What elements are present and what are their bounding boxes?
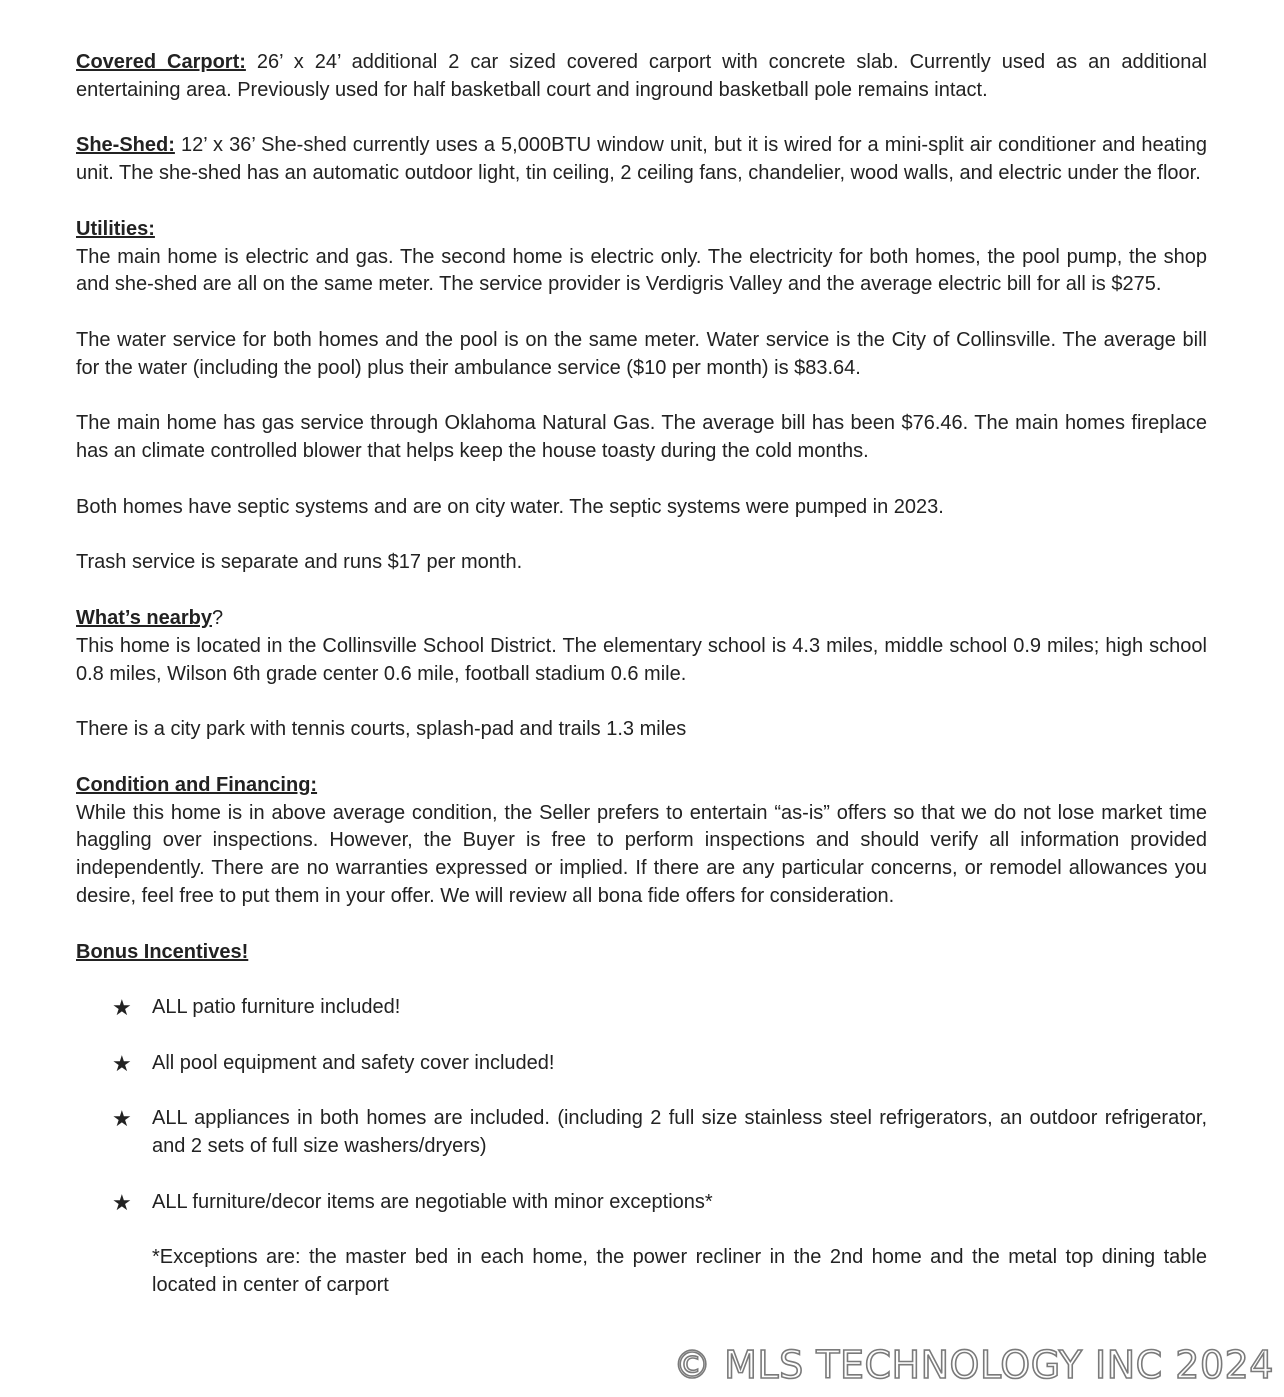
condition-heading: Condition and Financing: (76, 773, 318, 796)
nearby-heading-suffix: ? (211, 606, 224, 629)
utilities-section (76, 216, 1207, 577)
star-icon: ★ (112, 995, 132, 1021)
utilities-trash-paragraph: Trash service is separate and runs $17 per month. (76, 551, 523, 574)
bonus-item-text: ALL patio furniture included! (152, 996, 401, 1019)
bonus-item-text: ALL furniture/decor items are negotiable with minor exceptions* (152, 1190, 713, 1213)
star-icon: ★ (112, 1106, 132, 1132)
bonus-item-text: ALL appliances in both homes are included. (including 2 full size stainless steel refrigerators, an outdoor refrigerator, and 2 sets of full size washers/dryers) (152, 1107, 1207, 1158)
bonus-list (76, 994, 1207, 1216)
star-icon: ★ (112, 1189, 132, 1215)
bonus-section (76, 939, 1207, 1300)
nearby-section (76, 605, 1207, 744)
bonus-item (76, 1105, 1207, 1161)
bonus-item (76, 1050, 1207, 1078)
utilities-gas-paragraph: The main home has gas service through Oklahoma Natural Gas. The average bill has been $76.46. The main homes fireplace has an climate controlled blower that helps keep the house toasty during the cold months. (76, 412, 1207, 463)
bonus-item (76, 1189, 1207, 1217)
copyright-watermark: © MLS TECHNOLOGY INC 2024 (673, 1343, 1274, 1387)
nearby-park-paragraph: There is a city park with tennis courts, splash-pad and trails 1.3 miles (76, 718, 687, 741)
nearby-heading: What’s nearby (76, 606, 212, 629)
carport-paragraph (76, 49, 1207, 105)
carport-heading: Covered Carport: (76, 51, 246, 73)
sheshed-text: 12’ x 36’ She-shed currently uses a 5,000BTU window unit, but it is wired for a mini-split air conditioner and heating unit. The she-shed has an automatic outdoor light, tin ceiling, 2 ceiling fans, chandelier, wood walls, and electric under the floor. (76, 134, 1207, 185)
carport-text: 26’ x 24’ additional 2 car sized covered carport with concrete slab. Currently used as an additional entertaining area. Previously used for half basketball court and inground basketball pole remains intact. (76, 51, 1207, 101)
star-icon: ★ (112, 1050, 132, 1076)
bonus-item-text: All pool equipment and safety cover included! (152, 1051, 555, 1074)
utilities-electric-paragraph: The main home is electric and gas. The second home is electric only. The electricity for both homes, the pool pump, the shop and she-shed are all on the same meter. The service provider is Verdigris Valley and the average electric bill for all is $275. (76, 245, 1207, 296)
nearby-heading-line (76, 605, 1207, 633)
sheshed-heading: She-Shed: (76, 134, 175, 157)
utilities-septic-paragraph: Both homes have septic systems and are on city water. The septic systems were pumped in 2023. (76, 495, 944, 518)
exceptions-note: *Exceptions are: the master bed in each home, the power recliner in the 2nd home and the metal top dining table located in center of carport (152, 1246, 1207, 1297)
sheshed-section (76, 132, 1207, 188)
utilities-water-paragraph: The water service for both homes and the pool is on the same meter. Water service is the City of Collinsville. The average bill for the water (including the pool) plus their ambulance service ($10 per month) is $83.64. (76, 328, 1207, 379)
carport-section (76, 49, 1207, 105)
document-page (76, 49, 1207, 1328)
utilities-heading: Utilities: (76, 217, 155, 240)
sheshed-paragraph (76, 132, 1207, 188)
bonus-item (76, 994, 1207, 1022)
condition-section (76, 772, 1207, 911)
nearby-schools-paragraph: This home is located in the Collinsville School District. The elementary school is 4.3 miles, middle school 0.9 miles; high school 0.8 miles, Wilson 6th grade center 0.6 mile, football stadium 0.6 mile. (76, 634, 1207, 685)
bonus-heading: Bonus Incentives! (76, 940, 249, 963)
condition-paragraph: While this home is in above average condition, the Seller prefers to entertain “as-is” offers so that we do not lose market time haggling over inspections. However, the Buyer is free to perform inspections and should verify all information provided independently. There are no warranties expressed or implied. If there are any particular concerns, or remodel allowances you desire, feel free to put them in your offer. We will review all bona fide offers for consideration. (76, 801, 1207, 907)
